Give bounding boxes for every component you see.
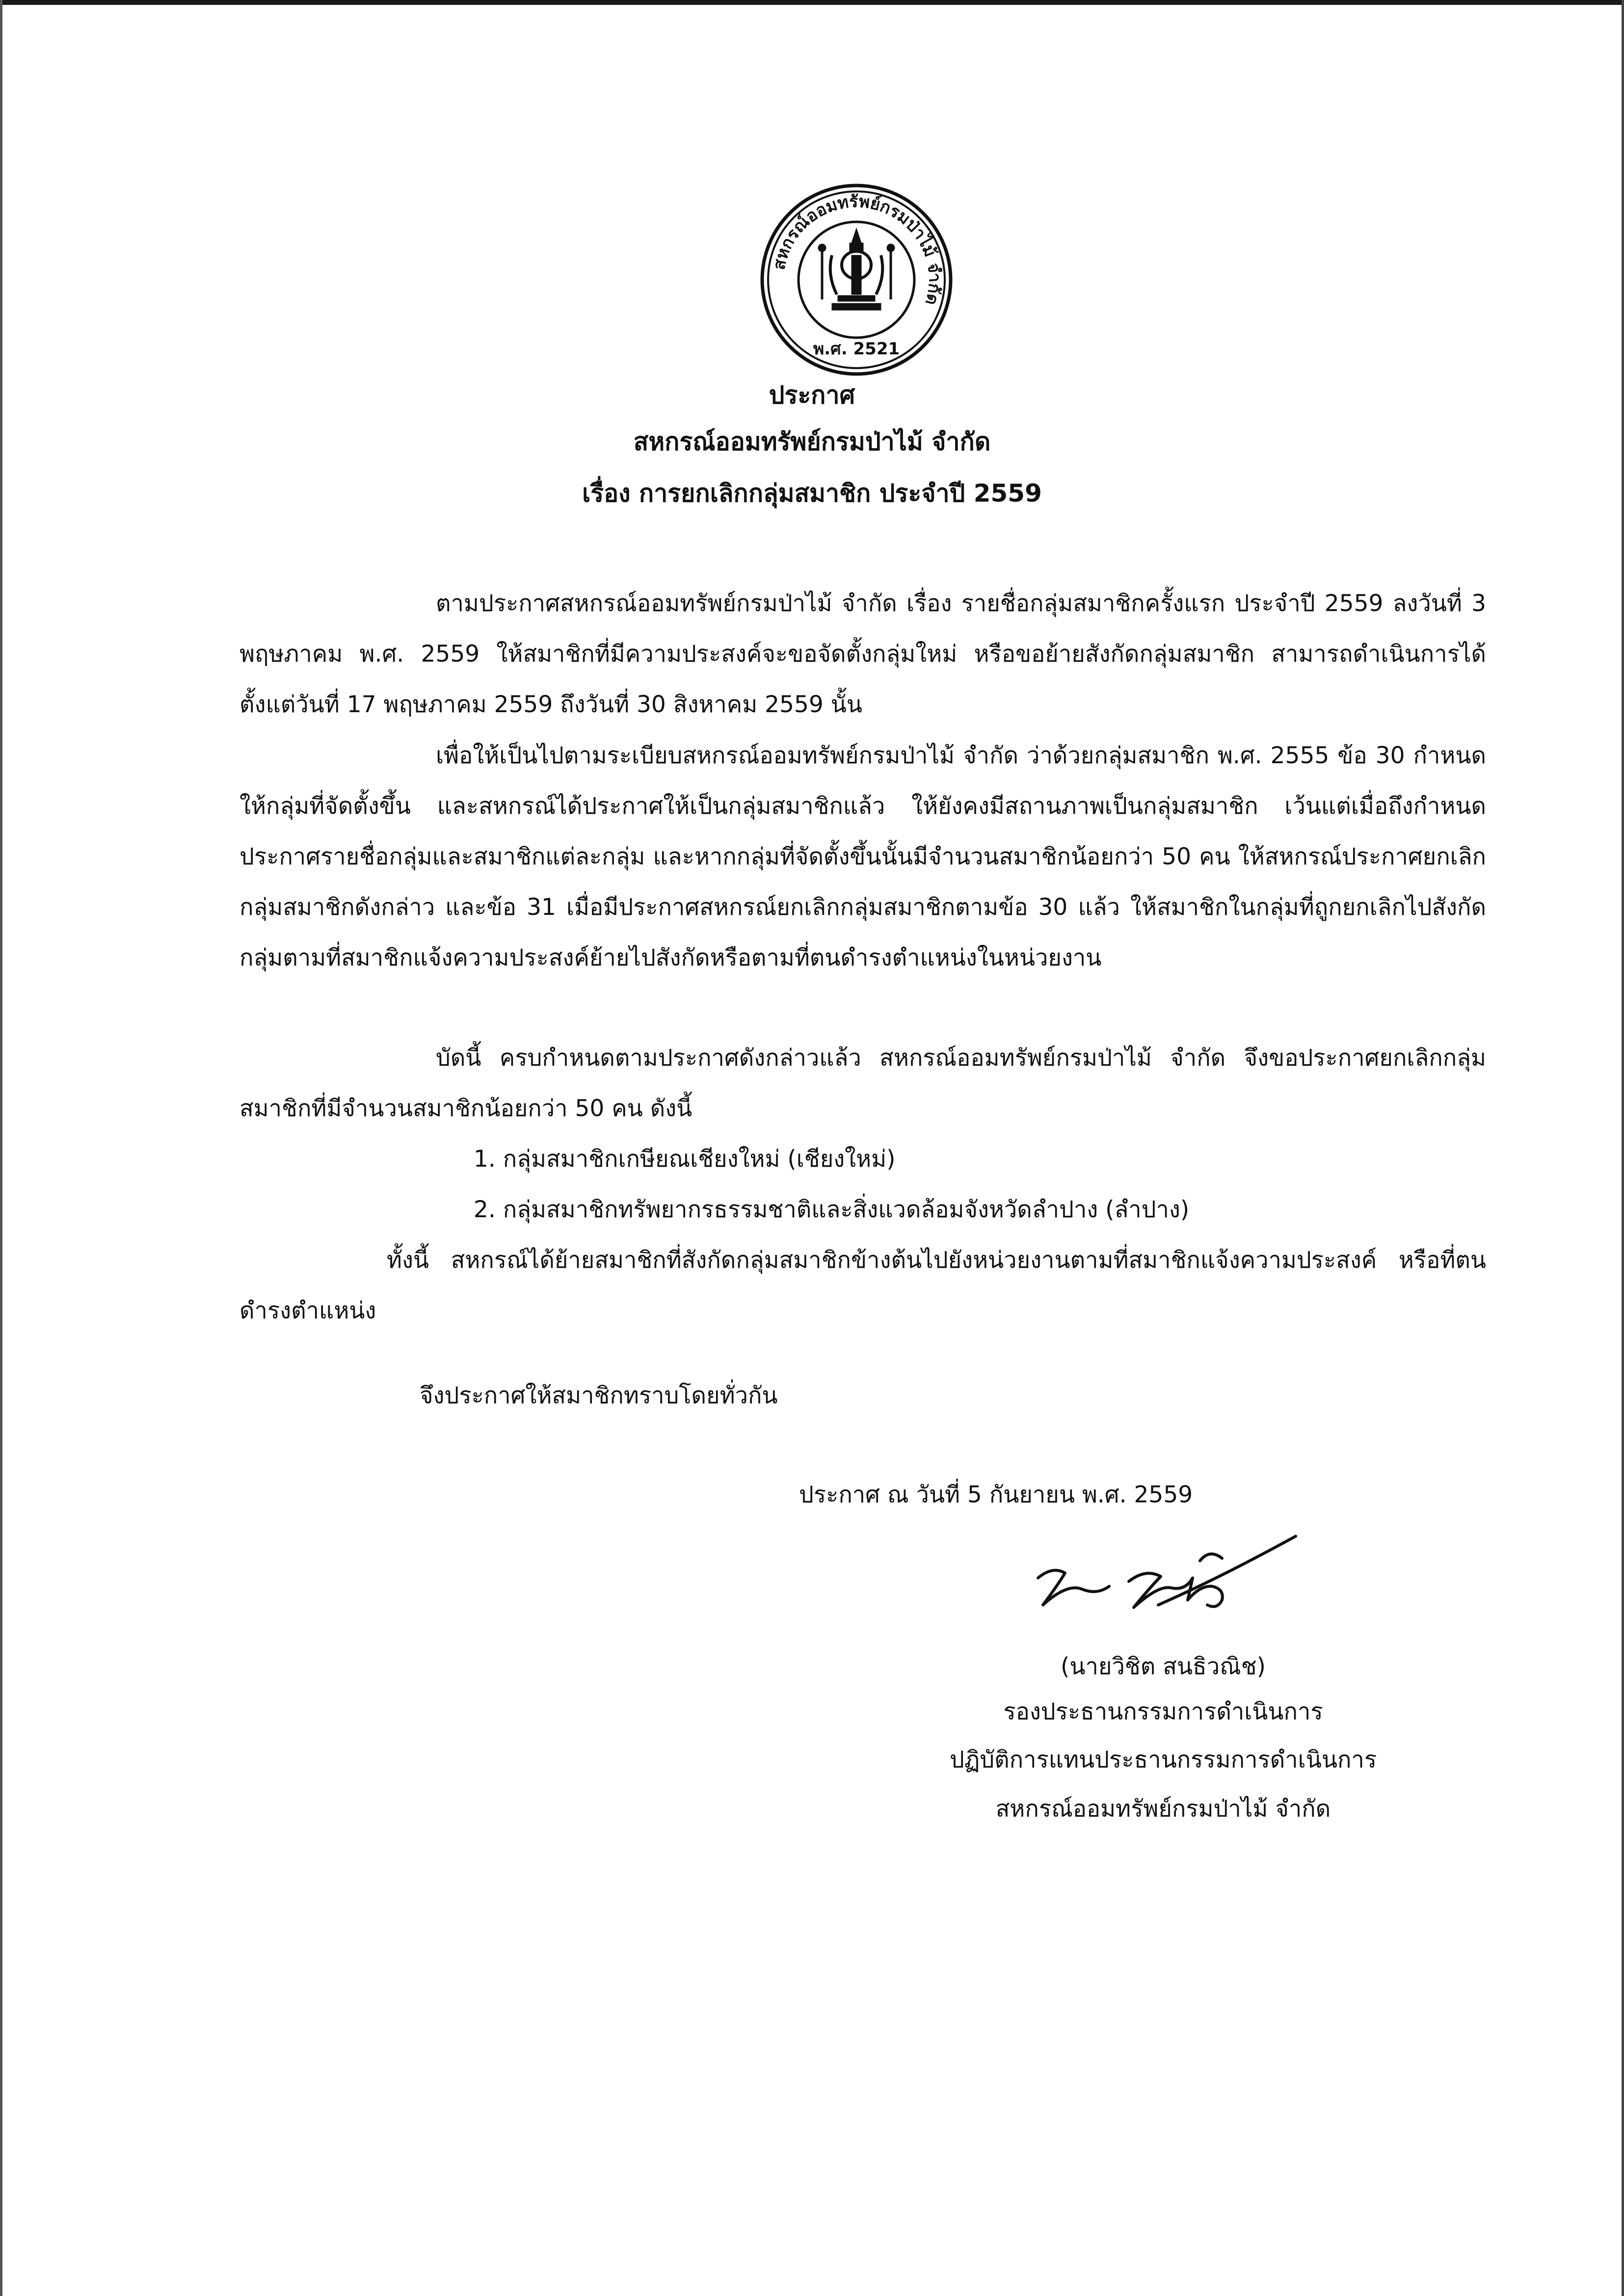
announcement-title: ประกาศ [769,381,855,409]
closing-statement: จึงประกาศให้สมาชิกทราบโดยทั่วกัน [420,1382,778,1409]
paragraph-1: ตามประกาศสหกรณ์ออมทรัพย์กรมป่าไม้ จำกัด เรื่อง รายชื่อกลุ่มสมาชิกครั้งแรก ประจำปี 2559 ลงวันที่ 3 พฤษภาคม พ.ศ. 2559 ให้สมาชิกที่มีความประสงค์จะขอจัดตั้งกลุ่มใหม่ หรือขอย้ายสังกัดกลุ่มสมาชิก สามารถดำเนินการได้ตั้งแต่วันที่ 17 พฤษภาคม 2559 ถึงวันที่ 30 สิงหาคม 2559 นั้น [240,590,1486,718]
signatory-position: รองประธานกรรมการดำเนินการ [1003,1698,1323,1725]
paragraph-4: ทั้งนี้ สหกรณ์ได้ย้ายสมาชิกที่สังกัดกลุ่มสมาชิกข้างต้นไปยังหน่วยงานตามที่สมาชิกแจ้งความประสงค์ หรือที่ตนดำรงตำแหน่ง [240,1247,1486,1324]
list-item: 2. กลุ่มสมาชิกทรัพยากรธรรมชาติและสิ่งแวดล้อมจังหวัดลำปาง (ลำปาง) [474,1196,1190,1223]
scan-border-top [0,0,1624,5]
announcement-date: ประกาศ ณ วันที่ 5 กันยายน พ.ศ. 2559 [799,1481,1193,1508]
seal-year-text: พ.ศ. 2521 [813,339,900,359]
subject-line: เรื่อง การยกเลิกกลุ่มสมาชิก ประจำปี 2559 [582,479,1042,507]
paragraph-2: เพื่อให้เป็นไปตามระเบียบสหกรณ์ออมทรัพย์กรมป่าไม้ จำกัด ว่าด้วยกลุ่มสมาชิก พ.ศ. 2555 ข้อ 30 กำหนดให้กลุ่มที่จัดตั้งขึ้น และสหกรณ์ได้ประกาศให้เป็นกลุ่มสมาชิกแล้ว ให้ยังคงมีสถานภาพเป็นกลุ่มสมาชิก เว้นแต่เมื่อถึงกำหนดประกาศรายชื่อกลุ่มและสมาชิกแต่ละกลุ่ม และหากกลุ่มที่จัดตั้งขึ้นนั้นมีจำนวนสมาชิกน้อยกว่า 50 คน ให้สหกรณ์ประกาศยกเลิกกลุ่มสมาชิกดังกล่าว และข้อ 31 เมื่อมีประกาศสหกรณ์ยกเลิกกลุ่มสมาชิกตามข้อ 30 แล้ว ให้สมาชิกในกลุ่มที่ถูกยกเลิกไปสังกัดกลุ่มตามที่สมาชิกแจ้งความประสงค์ย้ายไปสังกัดหรือตามที่ตนดำรงตำแหน่งในหน่วยงาน [240,742,1486,971]
signatory-acting-position: ปฏิบัติการแทนประธานกรรมการดำเนินการ [949,1746,1377,1773]
handwritten-signature [1023,1531,1308,1625]
scan-border-left [0,0,2,2296]
scan-border-right [1622,0,1624,2296]
paragraph-3: บัดนี้ ครบกำหนดตามประกาศดังกล่าวแล้ว สหกรณ์ออมทรัพย์กรมป่าไม้ จำกัด จึงขอประกาศยกเลิกกลุ่มสมาชิกที่มีจำนวนสมาชิกน้อยกว่า 50 คน ดังนี้ [240,1044,1486,1122]
signatory-name: (นายวิชิต สนธิวณิช) [1061,1653,1266,1680]
organization-title: สหกรณ์ออมทรัพย์กรมป่าไม้ จำกัด [633,427,991,456]
signatory-organization: สหกรณ์ออมทรัพย์กรมป่าไม้ จำกัด [995,1795,1331,1822]
seal-ring-text: สหกรณ์ออมทรัพย์กรมป่าไม้ จำกัด [769,191,945,307]
cooperative-seal-logo [758,182,955,378]
list-item: 1. กลุ่มสมาชิกเกษียณเชียงใหม่ (เชียงใหม่) [474,1146,896,1173]
